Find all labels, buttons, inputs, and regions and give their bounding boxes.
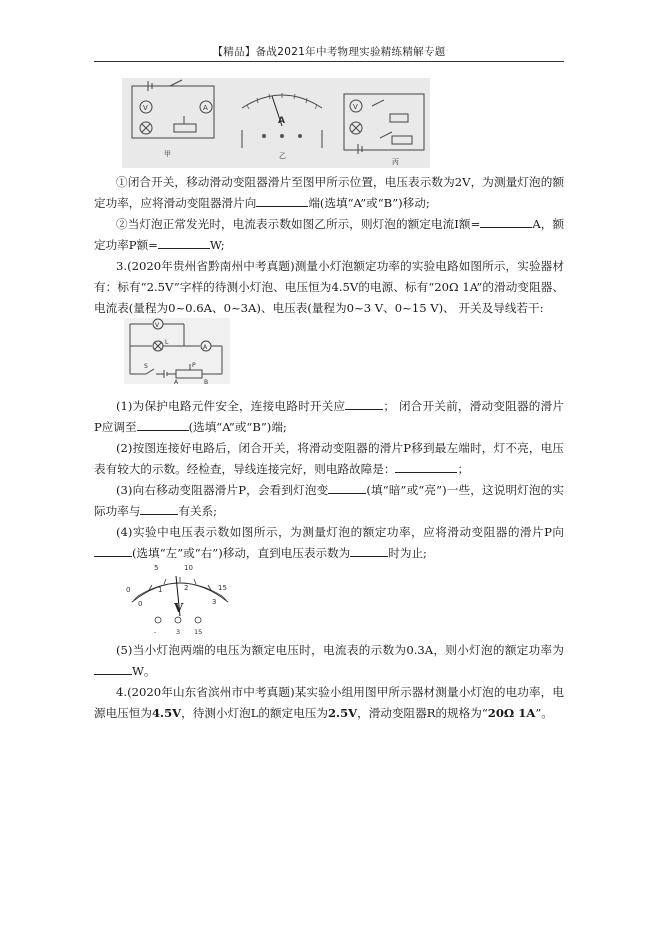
voltmeter-letter: V [143, 104, 148, 112]
svg-text:1: 1 [158, 586, 163, 594]
q2-part1-text-b: 端(选填“A”或“B”)移动; [308, 196, 430, 210]
figure-circuits-meter-svg [122, 78, 430, 168]
page-header: 【精品】备战2021年中考物理实验精练精解专题 [212, 46, 446, 58]
answer-blank[interactable] [94, 663, 132, 675]
figure-circuits-meter [122, 78, 430, 168]
figure-voltmeter-dial-svg [118, 560, 242, 636]
q3-sub1-text-c: (选填“A”或“B”)端; [188, 420, 287, 434]
q3-sub1 [94, 396, 564, 438]
q3-sub4 [94, 522, 564, 564]
q4-rheostat-spec: 20Ω 1A [487, 706, 536, 720]
q3-sub4-text-b: (选填“左”或“右”)移动，直到电压表示数为 [132, 546, 351, 560]
q2-part1 [94, 172, 564, 214]
svg-text:0: 0 [126, 586, 131, 594]
svg-text:2: 2 [184, 584, 189, 592]
svg-text:15: 15 [218, 584, 227, 592]
q3-sub5-text-a: (5)当小灯泡两端的电压为额定电压时，电流表的示数为0.3A，则小灯泡的额定功率为 [116, 643, 564, 657]
fig1-label-yi: 乙 [279, 152, 286, 160]
svg-text:3: 3 [176, 628, 181, 636]
svg-text:P: P [192, 362, 196, 369]
q2-part2-text-c: W; [209, 238, 225, 252]
ammeter-letter: A [203, 104, 208, 112]
q4-text-1: 4.(2020年山东省滨州市中考真题)某实验小组用图甲所示器材测量小灯泡的电功率，电源电压恒为 [94, 685, 564, 720]
answer-blank[interactable] [345, 398, 383, 410]
fig1-label-jia: 甲 [164, 150, 171, 158]
answer-blank[interactable] [395, 461, 457, 473]
header-rule [94, 61, 564, 62]
q3-sub3-text-a: (3)向右移动变阻器滑片P，会看到灯泡变 [116, 483, 329, 497]
q4-voltage-source: 4.5V [151, 706, 182, 720]
svg-text:10: 10 [184, 564, 193, 572]
q2-part2-text-a: ②当灯泡正常发光时，电流表示数如图乙所示，则灯泡的额定电流I额= [116, 217, 481, 231]
answer-blank[interactable] [480, 216, 532, 228]
q2-part1-text-a: ①闭合开关，移动滑动变阻器滑片至图甲所示位置，电压表示数为2V，为测量灯泡的额定功率，应将滑动变阻器滑片向 [94, 175, 564, 210]
q3-sub3-text-b: (填“暗”或“亮”)一些，这说明灯泡的实际功率与 [94, 483, 564, 518]
q3-sub1-text-a: (1)为保护电路元件安全，连接电路时开关应 [116, 399, 346, 413]
q3-sub3 [94, 480, 564, 522]
answer-blank[interactable] [158, 237, 210, 249]
q3-sub2-text-a: (2)按图连接好电路后，闭合开关，将滑动变阻器的滑片P移到最左端时，灯不亮，电压表有较大的示数。经检查，导线连接完好，则电路故障是： [94, 441, 564, 476]
svg-text:S: S [144, 363, 148, 370]
svg-text:V: V [155, 322, 160, 329]
svg-text:A: A [278, 116, 285, 126]
figure-circuit-q3 [124, 318, 230, 384]
answer-blank[interactable] [137, 419, 189, 431]
svg-text:V: V [353, 103, 358, 111]
q2-part2 [94, 214, 564, 256]
q3-sub5-text-b: W。 [132, 664, 156, 678]
q3-sub1-text-b: ； 闭合开关前，滑动变阻器的滑片P应调至 [94, 399, 564, 434]
q3-sub3-text-c: 有关系; [178, 504, 218, 518]
svg-text:V: V [174, 601, 184, 615]
q3-intro [94, 256, 564, 319]
figure-circuit-q3-svg [124, 318, 230, 384]
svg-text:3: 3 [212, 598, 217, 606]
q2-part2-text-b: A，额定功率P额= [94, 217, 565, 252]
fig1-label-bing: 丙 [392, 158, 399, 166]
q4-text-4: ”。 [535, 706, 553, 720]
q4-intro [94, 682, 564, 724]
answer-blank[interactable] [140, 503, 178, 515]
svg-text:5: 5 [154, 564, 159, 572]
q3-sub4-text-c: 时为止; [388, 546, 427, 560]
svg-text:-: - [154, 628, 157, 636]
svg-text:0: 0 [138, 600, 143, 608]
svg-text:B: B [204, 379, 209, 384]
q3-sub5 [94, 640, 564, 682]
q4-text-2: ，待测小灯泡L的额定电压为 [181, 706, 328, 720]
answer-blank[interactable] [256, 195, 308, 207]
svg-text:15: 15 [194, 628, 203, 636]
answer-blank[interactable] [328, 482, 366, 494]
q3-intro-text: 3.(2020年贵州省黔南州中考真题)测量小灯泡额定功率的实验电路如图所示，实验器材有：标有“2.5V”字样的待测小灯泡、电压恒为4.5V的电源、标有“20Ω 1A”的滑动变阻器、电流表(量程为0~0.6A、0~3A)、电压表(量程为0~3 V、0~15 V)、 开关及导线若干: [94, 259, 564, 315]
q4-text-3: ，滑动变阻器R的规格为“ [357, 706, 488, 720]
svg-text:A: A [203, 344, 208, 351]
q3-sub2-text-b: ； [457, 462, 470, 476]
q4-rated-voltage: 2.5V [327, 706, 358, 720]
figure-voltmeter-dial [118, 560, 242, 636]
answer-blank[interactable] [94, 545, 132, 557]
q3-sub2 [94, 438, 564, 480]
answer-blank[interactable] [350, 545, 388, 557]
svg-text:A: A [174, 379, 179, 384]
q3-sub4-text-a: (4)实验中电压表示数如图所示，为测量灯泡的额定功率，应将滑动变阻器的滑片P向 [116, 525, 564, 539]
svg-text:L: L [165, 339, 169, 346]
